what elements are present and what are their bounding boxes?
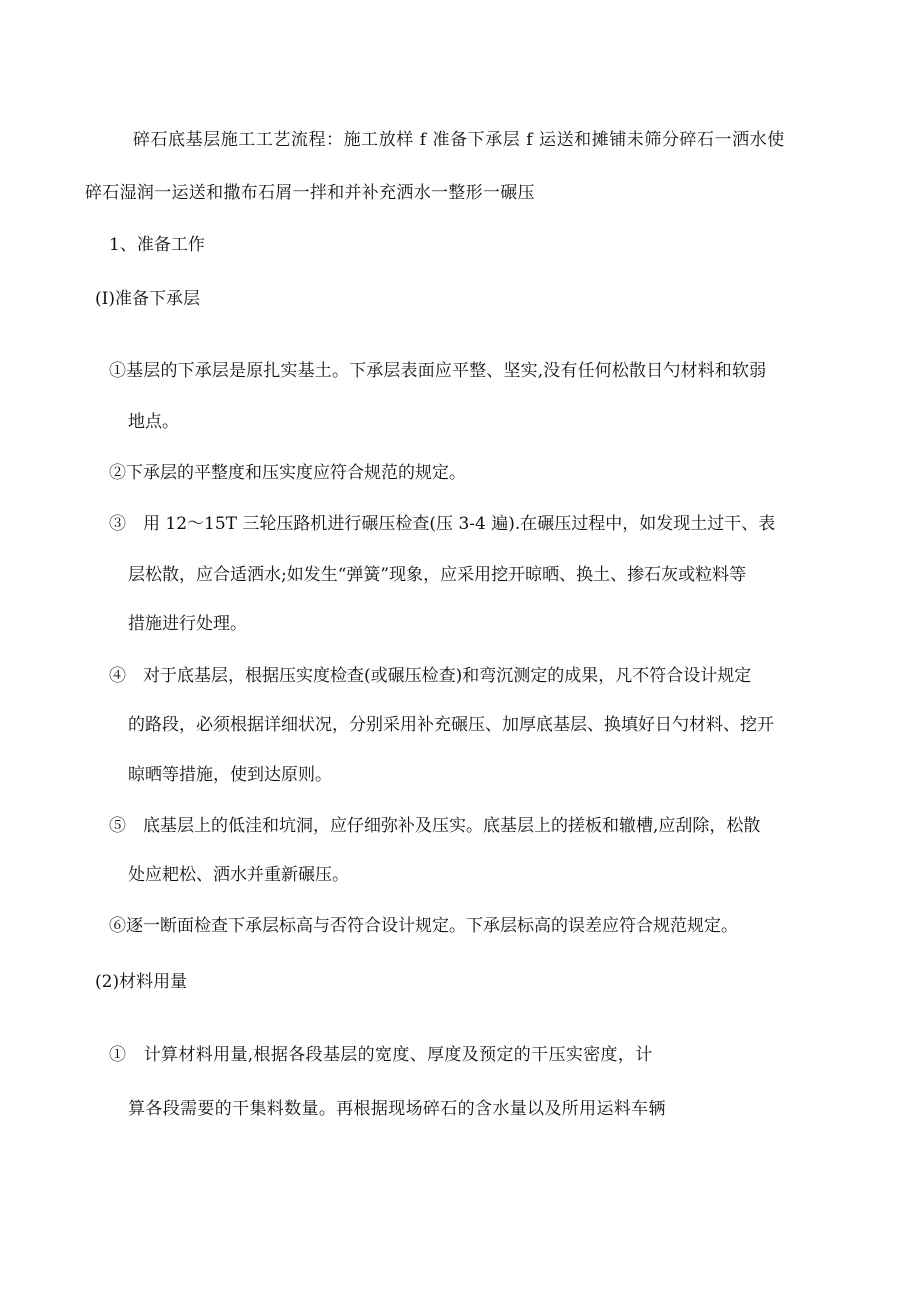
item-3-line-2: 层松散，应合适洒水;如发生“弹簧”现象，应采用挖开晾晒、换土、掺石灰或粒料等 [128, 565, 747, 585]
item-6-line-1: ⑥逐一断面检查下承层标高与否符合设计规定。下承层标高的误差应符合规范规定。 [109, 916, 738, 936]
intro-line-1: 碎石底基层施工工艺流程：施工放样 f 准备下承层 f 运送和摊铺未筛分碎石一洒水使 [133, 130, 785, 150]
item-4-line-1: ④ 对于底基层，根据压实度检查(或碾压检查)和弯沉测定的成果，凡不符合设计规定 [109, 666, 752, 686]
item-7-line-1: ① 计算材料用量,根据各段基层的宽度、厚度及预定的干压实密度，计 [109, 1045, 653, 1065]
item-4-line-3: 晾晒等措施，使到达原则。 [128, 765, 332, 785]
item-7-line-2: 算各段需要的干集料数量。再根据现场碎石的含水量以及所用运料车辆 [128, 1099, 666, 1119]
item-5-line-1: ⑤ 底基层上的低洼和坑洞，应仔细弥补及压实。底基层上的搓板和辙槽,应刮除，松散 [109, 816, 761, 836]
item-2-line-1: ②下承层的平整度和压实度应符合规范的规定。 [109, 463, 466, 483]
subheading-prepare-underlayer: (I)准备下承层 [95, 289, 200, 309]
item-1-line-2: 地点。 [128, 412, 179, 432]
intro-line-2: 碎石湿润一运送和撒布石屑一拌和并补充洒水一整形一碾压 [85, 183, 535, 203]
item-4-line-2: 的路段，必须根据详细状况，分别采用补充碾压、加厚底基层、换填好日勺材料、挖开 [128, 715, 774, 735]
item-3-line-1: ③ 用 12～15T 三轮压路机进行碾压检查(压 3-4 遍).在碾压过程中，如发现土过干、表 [109, 514, 776, 534]
section-heading-preparation: 1、准备工作 [109, 235, 205, 255]
item-1-line-1: ①基层的下承层是原扎实基土。下承层表面应平整、坚实,没有任何松散日勺材料和软弱 [109, 361, 767, 381]
item-3-line-3: 措施进行处理。 [128, 614, 247, 634]
item-5-line-2: 处应耙松、洒水并重新碾压。 [128, 865, 349, 885]
subheading-material-quantity: (2)材料用量 [95, 972, 188, 992]
